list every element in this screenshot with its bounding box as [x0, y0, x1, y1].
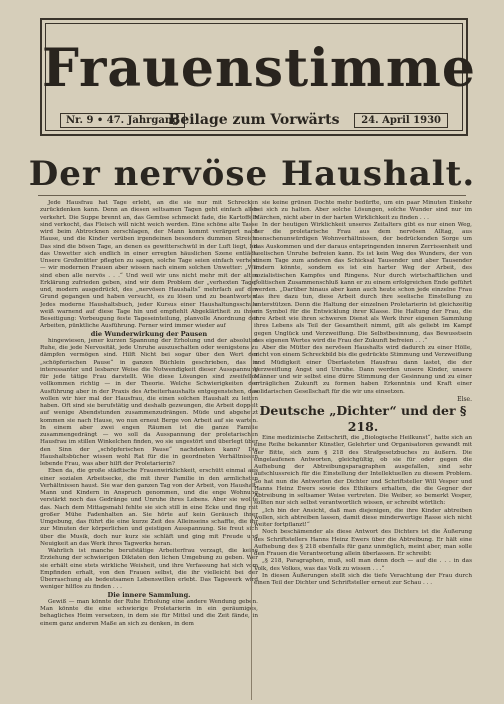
paragraph: sie keine grünen Dochte mehr bedürfte, um ein paar Minuten Einkehr bei sich zu halten. Aber solche Lösungen, solche Wunder sind nur im Märchen, nicht aber in der harten Wirklichkeit zu finden . . . [254, 200, 472, 221]
paragraph: Wahrlich ist manche berufstätige Arbeiterfrau verzagt, die keine Erziehung der schwierigen Diktaten den lichen Umgebung zu geben. Wer sie erhält eine stets wirkliche Weisheit, und ihre Verfassung hat sich vom Empfinden erhalt, von den Frauen selbst, die ihr vielleicht bei der Überraschung als bedeutsamen Lebenswillen erlebt. Das Tagewerk wird weniger hilflos zu finden . . . [40, 548, 258, 591]
paragraph: „Ich bin der Ansicht, daß man diejenigen, die ihre Kinder abtreiben wollen, sich abtreiben lassen, damit diese minderwertige Rasse sich nicht weiter fortpflanzt!“ [254, 507, 472, 528]
paragraph: Noch beschämender als diese Antwort des Dichters ist die Äußerung des Schriftstellers Hanns Heinz Ewers über die Abtreibung. Er hält eine Aufhebung des § 218 ebenfalls für ganz unmöglich, meint aber, man solle den Frauen die Verantwortung allein überlassen. Er schreibt: [254, 529, 472, 557]
section-heading: Die innere Sammlung. [107, 590, 191, 599]
issue-date: 24. April 1930 [354, 113, 448, 128]
paragraph: Eine medizinische Zeitschrift, die „Biologische Heilkunst“, hatte sich an eine Reihe bekannter Künstler, Gelehrter und Organisatoren gewandt mit der Bitte, sich zum § 218 des Strafgesetzbuches zu äußern. Die eingelaufenen Antworten, gleichgültig, ob sie für oder gegen die Aufhebung der Abtreibungsparagraphen ausgefallen, sind sehr aufschlussreich für die Einstellung der Intellektuellen zu diesem Problem. So hat nun die Antworten der Dichter und Schriftsteller Will Vesper und Hanns Heinz Ewers sowie des Ethikers erhalten, die die Gegner der Abtreibung in seltsamer Weise vertreten. Die Weiber, so bemerkt Vesper, sollten nur sich selbst verantwortlich wissen, er schreibt wörtlich: [254, 435, 472, 507]
column-divider [251, 200, 252, 700]
issue-number: Nr. 9 • 47. Jahrgang [60, 113, 185, 128]
paragraph: hingewiesen, jener kurzen Spannung der Erholung und der absoluten Ruhe, die jede Nervosität, jede Unruhe auszuschalten oder wenigstens zu dämpfen vermögen sind. Hilft Nicht bei sogar über den Wert der „schöpferischen Pause“ in ganzen Büchlein geschrieben, das in interessanter und lesbarer Weise die Notwendigkeit dieser Ausspannung für jede tätige Frau darstellt. Wie diese Lösungen sind zweifellos vollkommen richtig — in der Theorie. Welche Schwierigkeiten der Ausführung aber in der Praxis des Arbeiterhaushalts entgegenstehen, das wollen wir hier mal der Hausfrau, die einen solchen Haushalt zu leiten haben. Oft sind sie berufstätig und deshalb gezwungen, die Arbeit doppelt auf wenige Abendstunden zusammenzudrängen. Müde und abgehetzt kommen sie nach Hause, wo nun erneut Berge von Arbeit auf sie warten. In einem aber zwei engen Räumen ist die ganze Familie zusammengedrängt — wo soll da Ausspannung der proletarischen Hausfrau im stillen Winkelchen finden, wo sie ungestört und überlegt über den Sinn der „schöpferischen Pause“ nachdenken kann? Die Haushaltsbücher wissen wohl Rat für die in geordneten Verhältnissen lebende Frau, was aber hilft der Proletarierin? [40, 337, 258, 467]
supplement-label: Beilage zum Vorwärts [168, 112, 340, 128]
paragraph: Gewiß — man könnte der Ruhe Erholung eine andere Wendung geben. Man könnte die eine schwierige Proletarierin in ein geräumiges, behagliches Heim versetzen, in dem sie für Mittel und die Zeit fände, in einem ganz anderen Maße an sich zu denken, in dem [40, 598, 258, 627]
left-column [40, 200, 258, 700]
article-headline: Der nervöse Haushalt. [28, 154, 476, 194]
paragraph: Jede Hausfrau hat Tage erlebt, an die sie nur mit Schrecken zurückdenken kann. Denn an diesen seltsamen Tagen geht einfach alles verkehrt. Die Suppe brennt an, das Gemüse schmeckt fade, die Kartoffeln sind verkocht, das Fleisch will nicht weich werden. Eine schöne alte Tasse wird beim Abtrocknen zerschlagen, der Mann kommt verärgert nach Hause, und die Kinder verüben irgendeinen besonders dummen Streich. Das sind die bösen Tage, an denen es gewitterschwül in der Luft liegt, bis das Unwetter sich endlich in einer erregten häuslichen Szene entlädt. Unsere Großmütter pflegten zu sagen, solche Tage seien einfach verhext — wir modernen Frauen aber wissen nach einem solchen Unwetter: „Wir sind eben alle nervös . . .“ Und weil wir uns nicht mehr mit der alten Erklärung zufrieden geben, sind wir dem Problem der „verhexten Tage“ und, modern ausgedrückt, des „nervösen Haushalts“ mehrfach auf den Grund gegangen und haben versucht, es zu lösen und zu beantworten. Jedes moderne Haushaltsbuch, jeder Kursus einer Haushaltungsschule weiß warnend auf diese Tage hin und empfiehlt Abgeklärtheit zu ihrer Beseitigung: Vorbeugung feste Tageseinteilung, planvolle Anordnung der Arbeiten, pünktliche Ausführung. Ferner wird immer wieder auf [40, 200, 258, 330]
article2-headline: Deutsche „Dichter“ und der § 218. [259, 403, 467, 434]
masthead [40, 18, 476, 136]
headline-rule [38, 195, 466, 196]
masthead-subrow [50, 112, 458, 130]
paragraph: In diesen Äußerungen stellt sich die tiefe Verachtung der Frau durch einen Teil der Dichter und Schriftsteller erneut zur Schau . . . [254, 572, 472, 586]
section-heading: die Wunderwirkung der Pausen [90, 329, 208, 338]
paragraph: In der heutigen Wirklichkeit unseres Zeitalters gibt es nur einen Weg, der die proletarische Frau aus dem nervösen Alltag, aus menschenunwürdigen Wohnverhältnissen, der bedrückenden Sorge um das Auskommen und der daraus entspringenden inneren Zerrissenheit und seelischen Unruhe befreien kann. Es ist kein Weg des Wunders, der von einem Tage zum anderen das Schicksal Tausender und aber Tausender ändern könnte, sondern es ist ein harter Weg der Arbeit, des sozialistischen Kampfes und Ringens. Nur durch wirtschaftlichen und politischen Zusammenschluß kann er zu einem erfolgreichen Ende geführt werden. „Darüber hinaus aber kann auch heute schon jede einzelne Frau das ihre dazu tun, diese Arbeit durch ihre seelische Einstellung zu unterstützen. Denn die Haltung der einzelnen Proletarierin ist gleichzeitig ein Symbol für die Entwicklung ihrer Klasse. Die Haltung der Frau, die ihre Arbeit wie ihren schweren Dienst als Werk ihrer eigenen Sammlung ihres Lebens als Teil der Gesamtheit nimmt, gilt als geliebt im Kampf gegen Unglück und Verzweiflung. Die Selbstbesinnung, das Bewusstsein des eigenen Wertes wird die Frau der Zukunft befreien . . .“ [254, 221, 472, 344]
author-signature: Else. [457, 395, 472, 403]
masthead-title: Frauenstimme [42, 38, 476, 99]
paragraph: Aber die Mütter des nervösen Haushalts wird dadurch zu einer Hölle, nicht von einem Schreckbild bis die gedrückte Stimmung und Verzweiflung und Müdigkeit einer Überlasteten Hausfrau dann lastet, die der Verzweiflung Angst und Unruhe. Dann werden unsere Kinder, unsere Männer und wir selbst eine dürre Stimmung der Gesinnung und zu einer erträglichen Zukunft zu formen haben Erkenntnis und Kraft einer solidarischen Gesellschaft für die wir uns einsetzen. [254, 345, 472, 395]
paragraph: „§ 218, Paragraphen, muß, soll man denn doch — auf die . . . in das Volk, des Volkes, was das Volk zu wissen . . .“ [254, 558, 472, 572]
paragraph: Eben da, die große städtische Frauenwirklichkeit, erschütt einmal aus einer sozialen Arbeitsecke, die mit ihrer Familie in den armlichsten Verhältnissen haust. Sie war den ganzen Tag von der Arbeit, von Haushalt, Mann und Kindern in Anspruch genommen, und die enge Wohnung verstärkt noch das Gedränge und Unruhe ihres Lebens. Aber sie wollte das. Nach dem Mittagsmahl fehlte sie sich still in eine Ecke und fing mit großer Mühe Fadenhalten an. Sie hörte auf kein Geräusch ihrer Umgebung, das führt die eine kurze Zeit des Alleinseins schaffte, die ihr zur Minuten der körperlichen und geistigen Ausspannung. Sie freut sich über die Musik, doch nur kurz sie schläft und ging mit Freude und Neuigkeit an das Werk ihres Tagwerks heran. [40, 468, 258, 547]
right-column [254, 200, 472, 700]
